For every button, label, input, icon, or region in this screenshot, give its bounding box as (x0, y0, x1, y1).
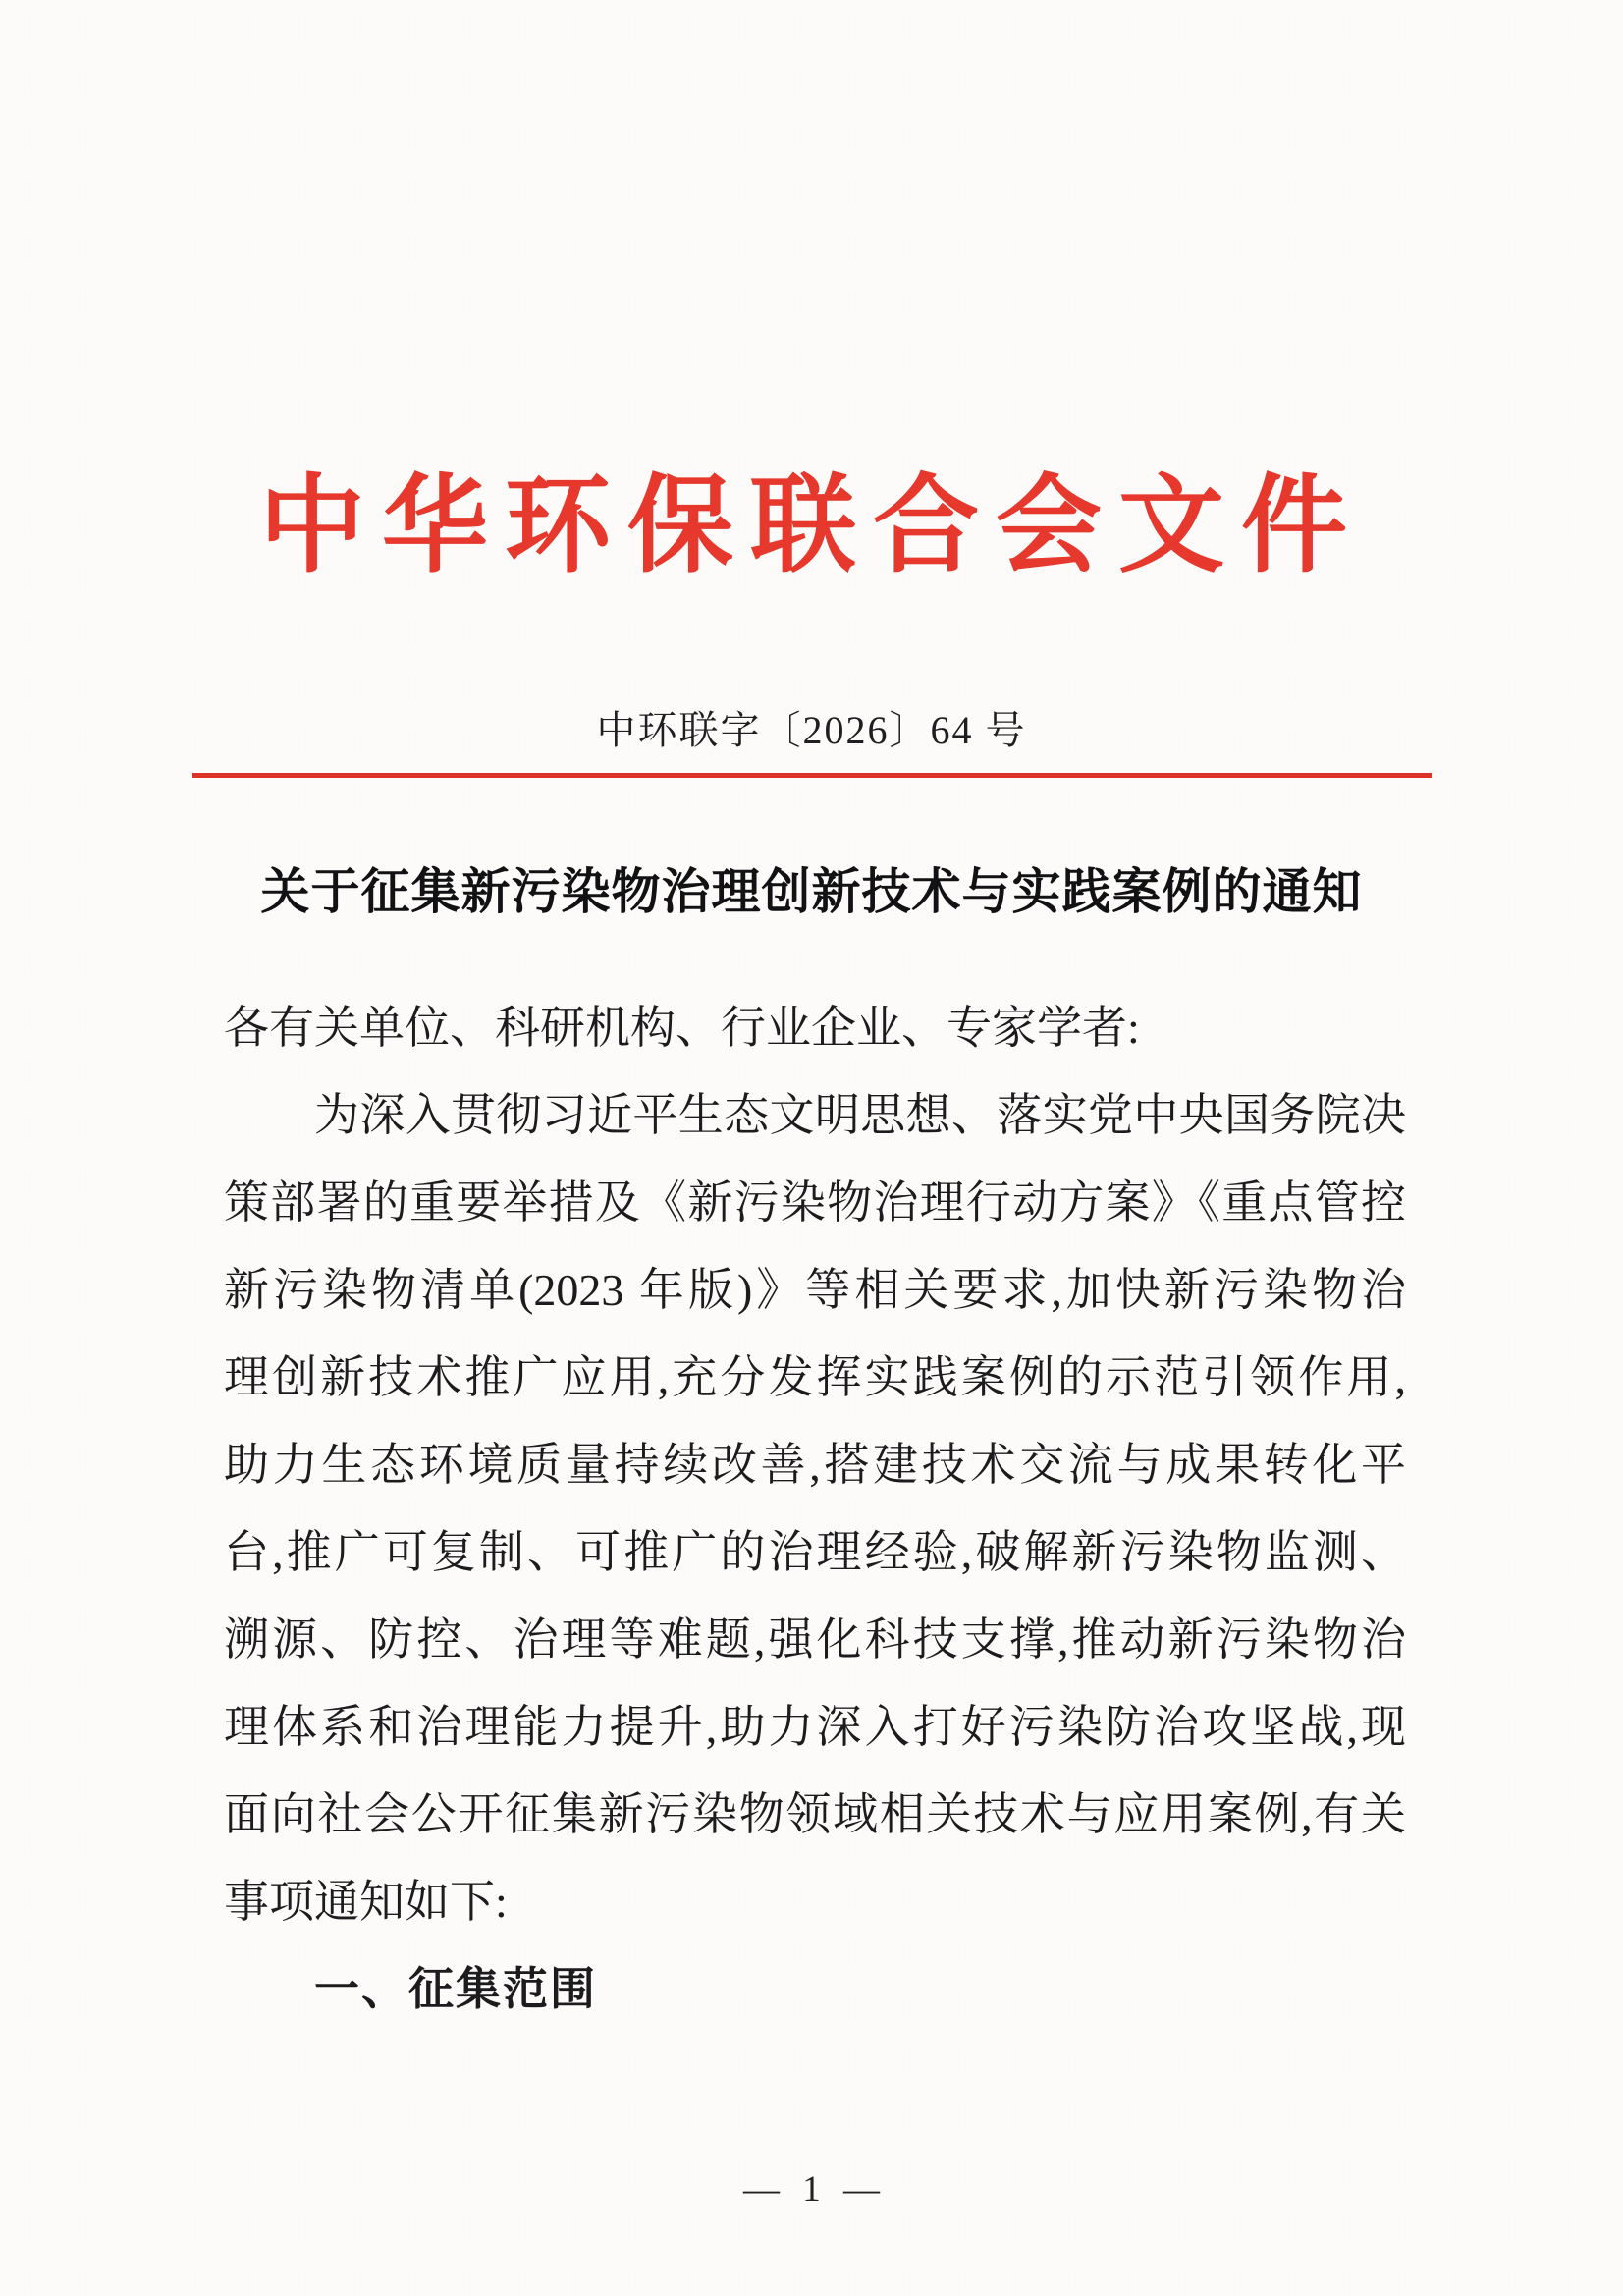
body-line: 溯源、防控、治理等难题,强化科技支撑,推动新污染物治 (224, 1614, 1406, 1665)
red-header-rule (192, 773, 1432, 778)
body-line: 理创新技术推广应用,充分发挥实践案例的示范引领作用, (224, 1352, 1406, 1402)
body-line: 事项通知如下: (224, 1877, 508, 1927)
body-line: 面向社会公开征集新污染物领域相关技术与应用案例,有关 (224, 1789, 1406, 1839)
doc-number: 中环联字〔2026〕64 号 (596, 708, 1027, 752)
body-line: 为深入贯彻习近平生态文明思想、落实党中央国务院决 (314, 1090, 1406, 1140)
salutation-line: 各有关单位、科研机构、行业企业、专家学者: (224, 1003, 1140, 1053)
body-line: 台,推广可复制、可推广的治理经验,破解新污染物监测、 (224, 1527, 1406, 1577)
body-line: 理体系和治理能力提升,助力深入打好污染防治攻坚战,现 (224, 1702, 1406, 1752)
org-title: 中华环保联合会文件 (258, 468, 1364, 585)
notice-headline: 关于征集新污染物治理创新技术与实践案例的通知 (260, 864, 1363, 919)
section-heading: 一、征集范围 (314, 1964, 597, 2014)
page-number: — 1 — (743, 2169, 880, 2210)
notice-body (224, 984, 1406, 2033)
body-line: 策部署的重要举措及《新污染物治理行动方案》《重点管控 (224, 1177, 1406, 1228)
body-line: 助力生态环境质量持续改善,搭建技术交流与成果转化平 (224, 1440, 1406, 1490)
body-line: 新污染物清单(2023 年版)》等相关要求,加快新污染物治 (224, 1265, 1406, 1315)
